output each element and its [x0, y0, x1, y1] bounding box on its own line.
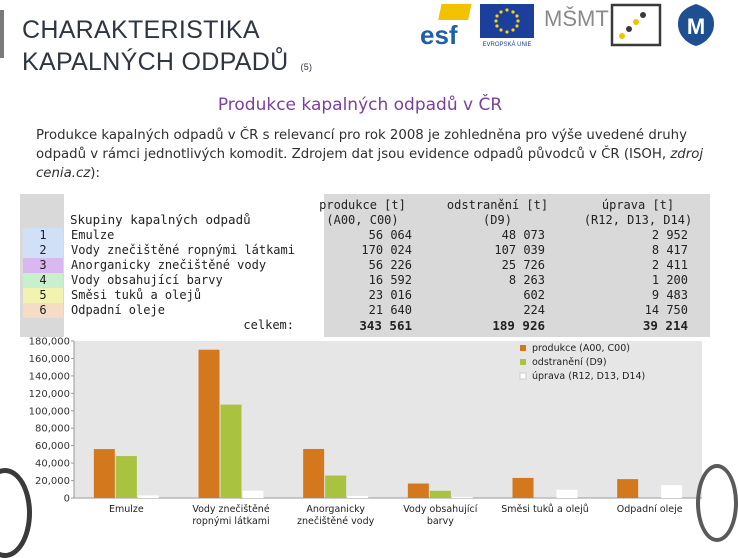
bar-production	[617, 479, 638, 498]
table-cell-production: 56 226	[310, 258, 412, 273]
x-tick-label: znečištěné vody	[297, 516, 375, 527]
table-cell-disposal: 25 726	[430, 258, 545, 273]
y-tick-label: 160,000	[29, 354, 70, 365]
eu-flag-logo	[478, 2, 536, 48]
table-row-name: Směsi tuků a olejů	[71, 288, 201, 303]
x-tick-label: Vody znečištěné	[192, 504, 270, 515]
legend-swatch	[520, 359, 526, 365]
decorative-arc-right	[696, 464, 738, 542]
table-cell-disposal: 224	[430, 303, 545, 318]
legend-swatch	[520, 345, 526, 351]
table-header-treatment-2: (R12, D13, D14)	[568, 213, 708, 228]
bar-production	[513, 478, 534, 498]
bar-treatment	[452, 497, 473, 498]
table-header-production-1: produkce [t]	[300, 198, 425, 213]
table-cell-disposal: 48 073	[430, 228, 545, 243]
y-axis-ticks	[29, 337, 74, 505]
bar-production	[303, 449, 324, 498]
op-logo	[608, 2, 664, 48]
table-row-name: Emulze	[71, 228, 114, 243]
table-total-label: celkem:	[220, 318, 294, 333]
legend-label: úprava (R12, D13, D14)	[532, 371, 645, 382]
table-cell-treatment: 1 200	[568, 273, 688, 288]
table-header-disposal-2: (D9)	[430, 213, 565, 228]
bar-treatment	[557, 490, 578, 498]
bar-production	[199, 350, 220, 498]
title-line-2	[22, 46, 312, 83]
x-tick-label: ropnými látkami	[192, 516, 269, 527]
intro-paragraph	[36, 126, 706, 183]
sponsor-logos	[418, 2, 720, 50]
table-header-production-2: (A00, C00)	[300, 213, 425, 228]
table-row-name: Anorganicky znečištěné vody	[71, 258, 266, 273]
table-row-number: 6	[23, 303, 63, 318]
table-row-number: 4	[23, 273, 63, 288]
table-cell-treatment: 2 952	[568, 228, 688, 243]
bar-disposal	[116, 456, 137, 498]
x-tick-label: Anorganicky	[306, 504, 365, 515]
bar-disposal	[535, 497, 556, 498]
x-tick-label: Odpadní oleje	[617, 504, 683, 515]
page-title	[22, 14, 312, 83]
waste-data-table	[20, 194, 710, 337]
y-tick-label: 180,000	[29, 337, 70, 348]
eu-logo-text: EVROPSKÁ UNIE	[482, 41, 531, 48]
table-cell-treatment: 14 750	[568, 303, 688, 318]
legend-swatch	[520, 373, 526, 379]
title-reference: (5)	[300, 62, 312, 72]
msmt-logo-text: MŠMT	[544, 6, 609, 31]
x-tick-label: Emulze	[109, 504, 144, 515]
table-total-disposal: 189 926	[430, 318, 545, 333]
waste-bar-chart	[0, 335, 720, 540]
bar-disposal	[430, 491, 451, 498]
table-cell-production: 56 064	[310, 228, 412, 243]
title-line-1: CHARAKTERISTIKA	[22, 14, 312, 46]
table-cell-disposal: 602	[430, 288, 545, 303]
table-cell-treatment: 2 411	[568, 258, 688, 273]
bar-production	[94, 449, 115, 498]
legend-label: produkce (A00, C00)	[532, 343, 630, 354]
bar-disposal	[325, 476, 346, 498]
y-tick-label: 140,000	[29, 371, 70, 382]
legend-label: odstranění (D9)	[532, 357, 607, 368]
y-tick-label: 80,000	[35, 424, 70, 435]
bar-treatment	[347, 496, 368, 498]
table-header-groups: Skupiny kapalných odpadů	[70, 212, 251, 227]
esf-logo	[418, 2, 474, 48]
x-tick-label: Vody obsahující	[403, 504, 477, 515]
table-cell-production: 170 024	[310, 243, 412, 258]
x-tick-label: Směsi tuků a olejů	[501, 504, 589, 515]
y-tick-label: 20,000	[35, 476, 70, 487]
table-row-number: 5	[23, 288, 63, 303]
table-total-treatment: 39 214	[568, 318, 688, 333]
y-tick-label: 40,000	[35, 459, 70, 470]
bar-treatment	[138, 495, 159, 498]
table-row-name: Odpadní oleje	[71, 303, 165, 318]
intro-text: Produkce kapalných odpadů v ČR s relevancí pro rok 2008 je zohledněna pro výše uvedené druhy odpadů v rámci jednotlivých komodit. Zdrojem dat jsou evidence odpadů původců v ČR (ISOH,	[36, 128, 687, 162]
table-cell-disposal: 8 263	[430, 273, 545, 288]
table-cell-disposal: 107 039	[430, 243, 545, 258]
intro-source: zdroj cenia.cz	[36, 147, 703, 181]
table-cell-production: 16 592	[310, 273, 412, 288]
bar-production	[408, 484, 429, 498]
table-cell-production: 21 640	[310, 303, 412, 318]
table-cell-treatment: 9 483	[568, 288, 688, 303]
msmt-logo	[540, 2, 600, 48]
table-header-treatment-1: úprava [t]	[568, 198, 708, 213]
y-tick-label: 100,000	[29, 406, 70, 417]
table-row-name: Vody znečištěné ropnými látkami	[71, 243, 295, 258]
table-cell-production: 23 016	[310, 288, 412, 303]
table-cell-treatment: 8 417	[568, 243, 688, 258]
table-row-number: 1	[23, 228, 63, 243]
y-tick-label: 60,000	[35, 441, 70, 452]
x-tick-label: barvy	[427, 516, 454, 527]
table-header-disposal-1: odstranění [t]	[430, 198, 565, 213]
y-tick-label: 120,000	[29, 389, 70, 400]
bar-treatment	[243, 491, 264, 498]
table-total-production: 343 561	[310, 318, 412, 333]
table-row-number: 2	[23, 243, 63, 258]
chart-plot-area	[74, 341, 702, 498]
x-axis-labels	[109, 504, 683, 527]
esf-logo-text: esf	[420, 20, 458, 50]
section-subtitle: Produkce kapalných odpadů v ČR	[0, 95, 720, 115]
mendel-logo-text: M	[687, 14, 705, 39]
intro-end: ):	[90, 166, 100, 181]
bar-treatment	[661, 485, 682, 498]
bar-disposal	[221, 405, 242, 498]
table-row-name: Vody obsahující barvy	[71, 273, 223, 288]
table-row-number: 3	[23, 258, 63, 273]
title-line-2-text: KAPALNÝCH ODPADŮ	[22, 48, 288, 76]
side-accent-bar	[0, 10, 4, 58]
y-tick-label: 0	[64, 494, 70, 505]
mendel-university-logo	[674, 2, 718, 48]
